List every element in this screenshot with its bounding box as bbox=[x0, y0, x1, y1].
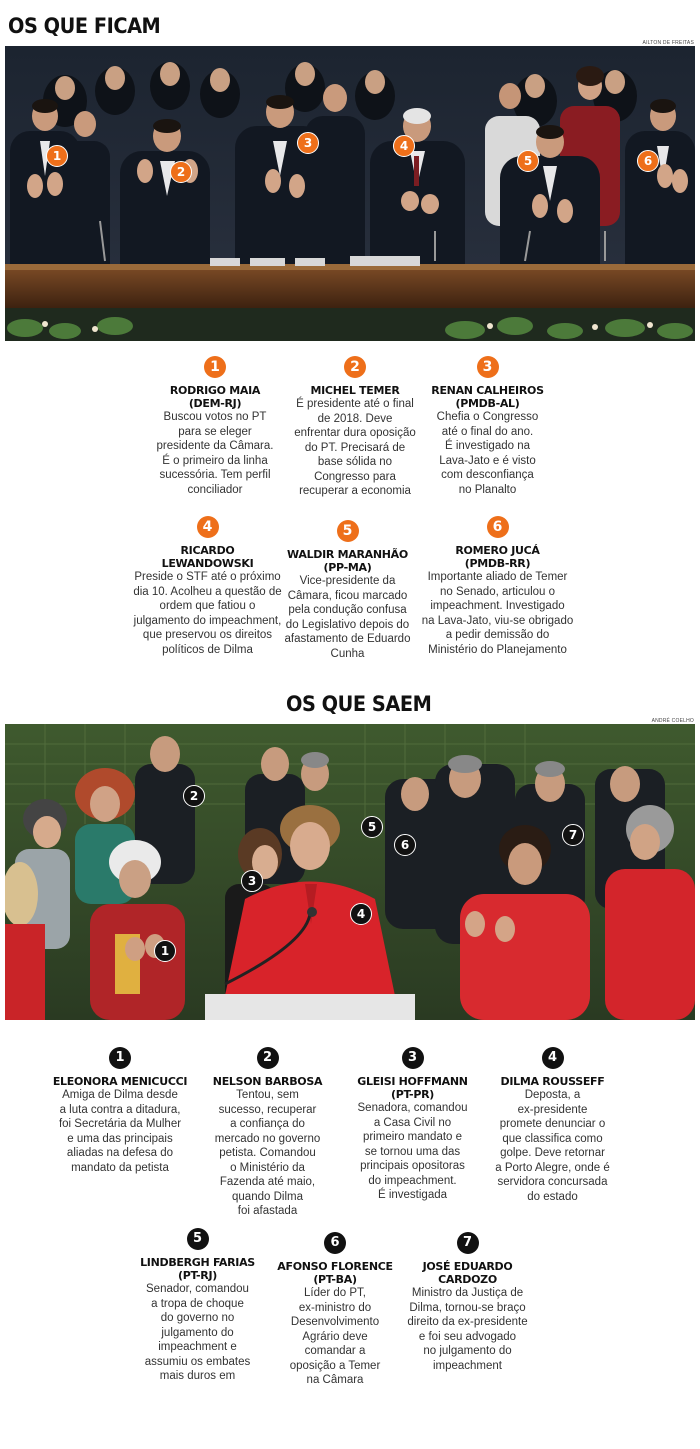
photo-badge-bottom-7: 7 bbox=[562, 824, 584, 846]
bio-rodrigo-maia bbox=[150, 356, 280, 497]
number-badge: 3 bbox=[402, 1047, 424, 1069]
bio-jose-eduardo-cardozo bbox=[400, 1232, 535, 1373]
number-badge: 4 bbox=[542, 1047, 564, 1069]
person-description: Líder do PT, ex-ministro do Desenvolvimento Agrário deve comandar a oposição a Temer na Câmara bbox=[289, 1287, 381, 1386]
person-name: LINDBERGH FARIAS (PT-RJ) bbox=[140, 1256, 255, 1282]
photo-badge-top-4: 4 bbox=[393, 135, 415, 157]
photo-badge-top-2: 2 bbox=[170, 161, 192, 183]
photo-badge-bottom-4: 4 bbox=[350, 903, 372, 925]
bio-eleonora-menicucci bbox=[50, 1047, 190, 1175]
section-title-bottom: OS QUE SAEM bbox=[286, 692, 432, 716]
photo-badge-top-3: 3 bbox=[297, 132, 319, 154]
person-name: GLEISI HOFFMANN (PT-PR) bbox=[357, 1075, 468, 1101]
number-badge: 6 bbox=[324, 1232, 346, 1254]
bio-afonso-florence bbox=[270, 1232, 400, 1388]
bio-nelson-barbosa bbox=[200, 1047, 335, 1219]
person-name: DILMA ROUSSEFF bbox=[500, 1075, 605, 1088]
person-name: WALDIR MARANHÃO (PP-MA) bbox=[287, 548, 408, 574]
person-name: NELSON BARBOSA bbox=[212, 1075, 323, 1088]
person-description: Ministro da Justiça de Dilma, tornou-se braço direito da ex-presidente e foi seu advogado no julgamento do impeachment bbox=[407, 1287, 528, 1372]
bio-ricardo-lewandowski bbox=[130, 516, 285, 657]
bio-gleisi-hoffmann bbox=[345, 1047, 480, 1203]
photo-badge-top-1: 1 bbox=[46, 145, 68, 167]
photo-badge-bottom-3: 3 bbox=[241, 870, 263, 892]
photo-badge-bottom-5: 5 bbox=[361, 816, 383, 838]
bio-renan-calheiros bbox=[420, 356, 555, 497]
person-description: Senadora, comandou a Casa Civil no primeiro mandato e se tornou uma das principais opositoras do impeachment. É investigada bbox=[357, 1102, 468, 1201]
person-name: AFONSO FLORENCE (PT-BA) bbox=[277, 1260, 393, 1286]
number-badge: 1 bbox=[204, 356, 226, 378]
photo-dilma-speech bbox=[5, 724, 695, 1020]
number-badge: 6 bbox=[487, 516, 509, 538]
bio-romero-juca bbox=[420, 516, 575, 657]
person-description: Importante aliado de Temer no Senado, articulou o impeachment. Investigado na Lava-Jato, viu-se obrigado a pedir demissão do Ministério do Planejamento bbox=[421, 571, 574, 656]
photo-badge-bottom-6: 6 bbox=[394, 834, 416, 856]
person-description: É presidente até o final de 2018. Deve enfrentar dura oposição do PT. Precisará de base sólida no Congresso para recuperar a economia bbox=[294, 398, 416, 497]
person-description: Amiga de Dilma desde a luta contra a ditadura, foi Secretária da Mulher e uma das principais aliadas na defesa do mandato da petista bbox=[58, 1089, 182, 1174]
number-badge: 2 bbox=[257, 1047, 279, 1069]
number-badge: 4 bbox=[197, 516, 219, 538]
photo-senate-plenary bbox=[5, 46, 695, 341]
person-name: MICHEL TEMER bbox=[310, 384, 400, 397]
person-description: Tentou, sem sucesso, recuperar a confiança do mercado no governo petista. Comandou o Ministério da Fazenda até maio, quando Dilma foi afastada bbox=[214, 1089, 321, 1217]
photo-badge-bottom-1: 1 bbox=[154, 940, 176, 962]
photo-credit-bottom: ANDRÉ COELHO bbox=[651, 718, 694, 724]
bio-waldir-maranhao bbox=[280, 520, 415, 661]
person-description: Preside o STF até o próximo dia 10. Acolheu a questão de ordem que fatiou o julgamento do impeachment, que preservou os direitos políticos de Dilma bbox=[133, 571, 282, 656]
person-name: ELEONORA MENICUCCI bbox=[52, 1075, 188, 1088]
bio-dilma-rousseff bbox=[490, 1047, 615, 1204]
photo-badge-top-6: 6 bbox=[637, 150, 659, 172]
number-badge: 2 bbox=[344, 356, 366, 378]
bio-michel-temer bbox=[290, 356, 420, 499]
person-name: RODRIGO MAIA (DEM-RJ) bbox=[169, 384, 261, 410]
bio-lindbergh-farias bbox=[130, 1228, 265, 1384]
person-name: RENAN CALHEIROS (PMDB-AL) bbox=[431, 384, 544, 410]
number-badge: 3 bbox=[477, 356, 499, 378]
photo-credit-top: AILTON DE FREITAS bbox=[642, 40, 694, 46]
photo-badge-top-5: 5 bbox=[517, 150, 539, 172]
number-badge: 5 bbox=[337, 520, 359, 542]
person-description: Buscou votos no PT para se eleger presidente da Câmara. É o primeiro da linha sucessória. Tem perfil conciliador bbox=[156, 411, 274, 496]
number-badge: 7 bbox=[457, 1232, 479, 1254]
person-name: RICARDO LEWANDOWSKI bbox=[161, 544, 254, 570]
number-badge: 5 bbox=[187, 1228, 209, 1250]
person-description: Senador, comandou a tropa de choque do governo no julgamento do impeachment e assumiu os embates mais duros em bbox=[144, 1283, 251, 1382]
person-name: JOSÉ EDUARDO CARDOZO bbox=[422, 1260, 513, 1286]
number-badge: 1 bbox=[109, 1047, 131, 1069]
photo-badge-bottom-2: 2 bbox=[183, 785, 205, 807]
section-title-top: OS QUE FICAM bbox=[8, 14, 161, 38]
person-description: Chefia o Congresso até o final do ano. É investigado na Lava-Jato e é visto com desconfiança no Planalto bbox=[436, 411, 539, 496]
person-description: Vice-presidente da Câmara, ficou marcado pela condução confusa do Legislativo depois do afastamento de Eduardo Cunha bbox=[284, 575, 411, 660]
person-description: Deposta, a ex-presidente promete denunciar o que classifica como golpe. Deve retornar a Porto Alegre, onde é servidora concursada do estado bbox=[495, 1089, 610, 1203]
person-name: ROMERO JUCÁ (PMDB-RR) bbox=[455, 544, 540, 570]
